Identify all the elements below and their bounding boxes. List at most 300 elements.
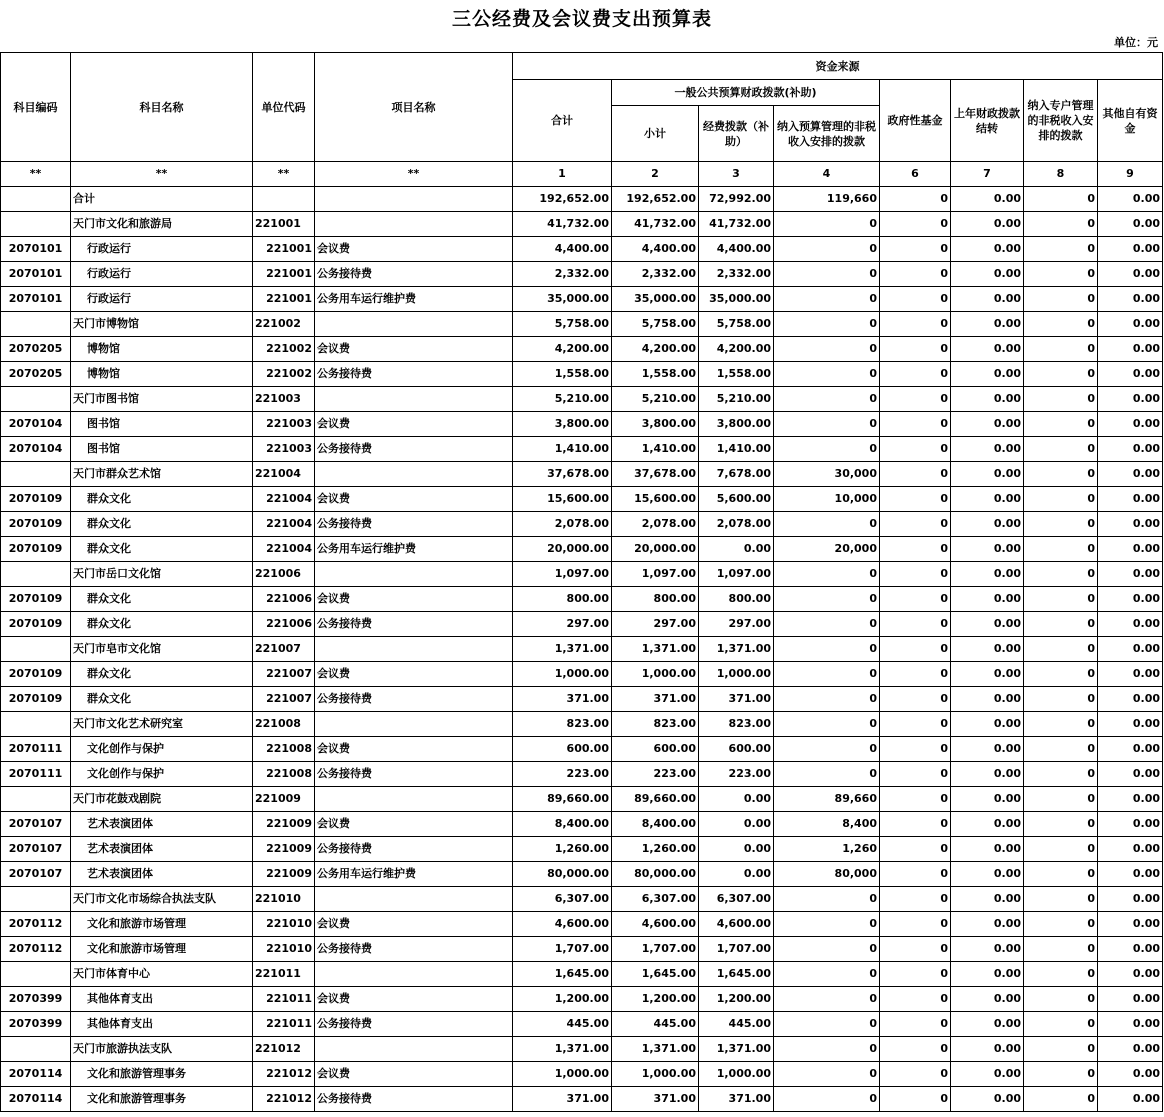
- special-nontax-cell: 0: [1024, 212, 1098, 237]
- index-cell: 9: [1098, 162, 1163, 187]
- special-nontax-cell: 0: [1024, 287, 1098, 312]
- carryover-cell: 0.00: [951, 537, 1024, 562]
- name-cell: 群众文化: [71, 537, 253, 562]
- nontax-cell: 0: [774, 1062, 880, 1087]
- code-cell: 2070107: [1, 862, 71, 887]
- carryover-cell: 0.00: [951, 837, 1024, 862]
- subtotal-cell: 823.00: [612, 712, 699, 737]
- nontax-cell: 0: [774, 512, 880, 537]
- special-nontax-cell: 0: [1024, 487, 1098, 512]
- table-row: [1, 712, 1163, 737]
- header-project: 项目名称: [315, 53, 513, 162]
- carryover-cell: 0.00: [951, 412, 1024, 437]
- nontax-cell: 0: [774, 387, 880, 412]
- name-cell: 天门市体育中心: [71, 962, 253, 987]
- code-cell: 2070109: [1, 537, 71, 562]
- code-cell: 2070109: [1, 662, 71, 687]
- subtotal-cell: 1,097.00: [612, 562, 699, 587]
- other-own-cell: 0.00: [1098, 487, 1163, 512]
- project-cell: [315, 312, 513, 337]
- total-cell: 2,332.00: [513, 262, 612, 287]
- carryover-cell: 0.00: [951, 1037, 1024, 1062]
- unit-code-cell: 221012: [253, 1037, 315, 1062]
- total-cell: 1,200.00: [513, 987, 612, 1012]
- project-cell: 公务接待费: [315, 687, 513, 712]
- table-row: [1, 737, 1163, 762]
- code-cell: 2070114: [1, 1062, 71, 1087]
- index-row: [1, 162, 1163, 187]
- nontax-cell: 0: [774, 712, 880, 737]
- project-cell: 会议费: [315, 662, 513, 687]
- carryover-cell: 0.00: [951, 662, 1024, 687]
- code-cell: [1, 187, 71, 212]
- total-cell: 41,732.00: [513, 212, 612, 237]
- header-nontax: 纳入预算管理的非税收入安排的拨款: [774, 106, 880, 162]
- other-own-cell: 0.00: [1098, 337, 1163, 362]
- other-own-cell: 0.00: [1098, 312, 1163, 337]
- nontax-cell: 0: [774, 912, 880, 937]
- carryover-cell: 0.00: [951, 912, 1024, 937]
- name-cell: 文化和旅游管理事务: [71, 1062, 253, 1087]
- project-cell: 会议费: [315, 1062, 513, 1087]
- code-cell: 2070109: [1, 487, 71, 512]
- nontax-cell: 8,400: [774, 812, 880, 837]
- nontax-cell: 0: [774, 1087, 880, 1112]
- project-cell: 公务接待费: [315, 437, 513, 462]
- name-cell: 群众文化: [71, 487, 253, 512]
- header-subtotal: 小计: [612, 106, 699, 162]
- other-own-cell: 0.00: [1098, 387, 1163, 412]
- unit-code-cell: 221002: [253, 337, 315, 362]
- subtotal-cell: 20,000.00: [612, 537, 699, 562]
- nontax-cell: 0: [774, 737, 880, 762]
- carryover-cell: 0.00: [951, 737, 1024, 762]
- code-cell: 2070112: [1, 937, 71, 962]
- unit-code-cell: 221007: [253, 687, 315, 712]
- code-cell: [1, 962, 71, 987]
- code-cell: [1, 562, 71, 587]
- other-own-cell: 0.00: [1098, 1037, 1163, 1062]
- gov-fund-cell: 0: [880, 887, 951, 912]
- table-row: [1, 937, 1163, 962]
- operating-cell: 5,600.00: [699, 487, 774, 512]
- nontax-cell: 0: [774, 587, 880, 612]
- name-cell: 群众文化: [71, 687, 253, 712]
- name-cell: 天门市文化艺术研究室: [71, 712, 253, 737]
- code-cell: 2070109: [1, 587, 71, 612]
- total-cell: 600.00: [513, 737, 612, 762]
- gov-fund-cell: 0: [880, 962, 951, 987]
- total-cell: 3,800.00: [513, 412, 612, 437]
- project-cell: [315, 887, 513, 912]
- nontax-cell: 80,000: [774, 862, 880, 887]
- project-cell: [315, 462, 513, 487]
- name-cell: 图书馆: [71, 437, 253, 462]
- unit-code-cell: 221009: [253, 837, 315, 862]
- code-cell: 2070107: [1, 812, 71, 837]
- special-nontax-cell: 0: [1024, 537, 1098, 562]
- gov-fund-cell: 0: [880, 187, 951, 212]
- table-row: [1, 762, 1163, 787]
- project-cell: [315, 562, 513, 587]
- special-nontax-cell: 0: [1024, 787, 1098, 812]
- special-nontax-cell: 0: [1024, 987, 1098, 1012]
- table-row: [1, 912, 1163, 937]
- subtotal-cell: 6,307.00: [612, 887, 699, 912]
- header-unit-code: 单位代码: [253, 53, 315, 162]
- gov-fund-cell: 0: [880, 212, 951, 237]
- carryover-cell: 0.00: [951, 487, 1024, 512]
- unit-code-cell: 221009: [253, 787, 315, 812]
- table-row: [1, 862, 1163, 887]
- total-cell: 37,678.00: [513, 462, 612, 487]
- operating-cell: 35,000.00: [699, 287, 774, 312]
- gov-fund-cell: 0: [880, 462, 951, 487]
- nontax-cell: 0: [774, 937, 880, 962]
- code-cell: 2070109: [1, 687, 71, 712]
- name-cell: 天门市文化和旅游局: [71, 212, 253, 237]
- name-cell: 天门市群众艺术馆: [71, 462, 253, 487]
- special-nontax-cell: 0: [1024, 362, 1098, 387]
- name-cell: 群众文化: [71, 612, 253, 637]
- unit-code-cell: 221006: [253, 612, 315, 637]
- total-cell: 1,097.00: [513, 562, 612, 587]
- total-cell: 1,371.00: [513, 1037, 612, 1062]
- special-nontax-cell: 0: [1024, 1012, 1098, 1037]
- operating-cell: 5,210.00: [699, 387, 774, 412]
- total-cell: 1,645.00: [513, 962, 612, 987]
- operating-cell: 0.00: [699, 812, 774, 837]
- code-cell: 2070111: [1, 762, 71, 787]
- total-cell: 1,558.00: [513, 362, 612, 387]
- nontax-cell: 0: [774, 312, 880, 337]
- special-nontax-cell: 0: [1024, 462, 1098, 487]
- code-cell: 2070205: [1, 337, 71, 362]
- name-cell: 艺术表演团体: [71, 812, 253, 837]
- project-cell: 会议费: [315, 337, 513, 362]
- carryover-cell: 0.00: [951, 437, 1024, 462]
- carryover-cell: 0.00: [951, 637, 1024, 662]
- other-own-cell: 0.00: [1098, 237, 1163, 262]
- operating-cell: 800.00: [699, 587, 774, 612]
- index-cell: 8: [1024, 162, 1098, 187]
- subtotal-cell: 297.00: [612, 612, 699, 637]
- nontax-cell: 0: [774, 762, 880, 787]
- unit-code-cell: 221004: [253, 487, 315, 512]
- index-cell: 2: [612, 162, 699, 187]
- special-nontax-cell: 0: [1024, 612, 1098, 637]
- subtotal-cell: 4,200.00: [612, 337, 699, 362]
- unit-code-cell: 221011: [253, 1012, 315, 1037]
- subtotal-cell: 1,200.00: [612, 987, 699, 1012]
- special-nontax-cell: 0: [1024, 412, 1098, 437]
- name-cell: 群众文化: [71, 512, 253, 537]
- table-row: [1, 1062, 1163, 1087]
- name-cell: 天门市皂市文化馆: [71, 637, 253, 662]
- project-cell: 公务接待费: [315, 612, 513, 637]
- other-own-cell: 0.00: [1098, 412, 1163, 437]
- special-nontax-cell: 0: [1024, 1087, 1098, 1112]
- operating-cell: 4,200.00: [699, 337, 774, 362]
- total-cell: 800.00: [513, 587, 612, 612]
- unit-code-cell: 221009: [253, 862, 315, 887]
- table-body: [1, 187, 1163, 1112]
- carryover-cell: 0.00: [951, 562, 1024, 587]
- special-nontax-cell: 0: [1024, 1037, 1098, 1062]
- total-cell: 2,078.00: [513, 512, 612, 537]
- code-cell: [1, 887, 71, 912]
- header-other-own: 其他自有资金: [1098, 80, 1163, 162]
- name-cell: 其他体育支出: [71, 1012, 253, 1037]
- total-cell: 223.00: [513, 762, 612, 787]
- index-cell: 4: [774, 162, 880, 187]
- nontax-cell: 0: [774, 637, 880, 662]
- code-cell: [1, 787, 71, 812]
- subtotal-cell: 80,000.00: [612, 862, 699, 887]
- unit-code-cell: 221010: [253, 887, 315, 912]
- code-cell: 2070107: [1, 837, 71, 862]
- gov-fund-cell: 0: [880, 237, 951, 262]
- total-cell: 4,200.00: [513, 337, 612, 362]
- other-own-cell: 0.00: [1098, 662, 1163, 687]
- operating-cell: 0.00: [699, 837, 774, 862]
- other-own-cell: 0.00: [1098, 937, 1163, 962]
- project-cell: 公务用车运行维护费: [315, 287, 513, 312]
- gov-fund-cell: 0: [880, 762, 951, 787]
- header-total: 合计: [513, 80, 612, 162]
- special-nontax-cell: 0: [1024, 562, 1098, 587]
- total-cell: 1,707.00: [513, 937, 612, 962]
- table-row: [1, 612, 1163, 637]
- carryover-cell: 0.00: [951, 687, 1024, 712]
- operating-cell: 1,707.00: [699, 937, 774, 962]
- operating-cell: 1,371.00: [699, 637, 774, 662]
- name-cell: 文化和旅游管理事务: [71, 1087, 253, 1112]
- unit-code-cell: 221001: [253, 237, 315, 262]
- other-own-cell: 0.00: [1098, 587, 1163, 612]
- project-cell: [315, 387, 513, 412]
- unit-code-cell: 221012: [253, 1087, 315, 1112]
- subtotal-cell: 8,400.00: [612, 812, 699, 837]
- gov-fund-cell: 0: [880, 337, 951, 362]
- total-cell: 89,660.00: [513, 787, 612, 812]
- table-row: [1, 837, 1163, 862]
- total-cell: 297.00: [513, 612, 612, 637]
- index-cell: 7: [951, 162, 1024, 187]
- name-cell: 天门市旅游执法支队: [71, 1037, 253, 1062]
- subtotal-cell: 2,078.00: [612, 512, 699, 537]
- gov-fund-cell: 0: [880, 862, 951, 887]
- name-cell: 艺术表演团体: [71, 837, 253, 862]
- total-cell: 1,000.00: [513, 662, 612, 687]
- gov-fund-cell: 0: [880, 262, 951, 287]
- other-own-cell: 0.00: [1098, 212, 1163, 237]
- gov-fund-cell: 0: [880, 837, 951, 862]
- nontax-cell: 0: [774, 337, 880, 362]
- total-cell: 1,371.00: [513, 637, 612, 662]
- total-cell: 35,000.00: [513, 287, 612, 312]
- gov-fund-cell: 0: [880, 387, 951, 412]
- subtotal-cell: 1,645.00: [612, 962, 699, 987]
- operating-cell: 6,307.00: [699, 887, 774, 912]
- operating-cell: 7,678.00: [699, 462, 774, 487]
- total-cell: 6,307.00: [513, 887, 612, 912]
- gov-fund-cell: 0: [880, 587, 951, 612]
- name-cell: 天门市图书馆: [71, 387, 253, 412]
- unit-code-cell: 221007: [253, 662, 315, 687]
- code-cell: [1, 312, 71, 337]
- gov-fund-cell: 0: [880, 512, 951, 537]
- code-cell: 2070205: [1, 362, 71, 387]
- subtotal-cell: 89,660.00: [612, 787, 699, 812]
- operating-cell: 1,410.00: [699, 437, 774, 462]
- total-cell: 823.00: [513, 712, 612, 737]
- gov-fund-cell: 0: [880, 637, 951, 662]
- header-name: 科目名称: [71, 53, 253, 162]
- special-nontax-cell: 0: [1024, 1062, 1098, 1087]
- operating-cell: 2,078.00: [699, 512, 774, 537]
- special-nontax-cell: 0: [1024, 637, 1098, 662]
- name-cell: 行政运行: [71, 262, 253, 287]
- gov-fund-cell: 0: [880, 562, 951, 587]
- unit-code-cell: 221011: [253, 987, 315, 1012]
- gov-fund-cell: 0: [880, 287, 951, 312]
- project-cell: 会议费: [315, 412, 513, 437]
- total-cell: 20,000.00: [513, 537, 612, 562]
- table-row: [1, 1037, 1163, 1062]
- carryover-cell: 0.00: [951, 262, 1024, 287]
- other-own-cell: 0.00: [1098, 712, 1163, 737]
- unit-code-cell: [253, 187, 315, 212]
- total-cell: 5,758.00: [513, 312, 612, 337]
- code-cell: 2070109: [1, 612, 71, 637]
- other-own-cell: 0.00: [1098, 262, 1163, 287]
- table-row: [1, 962, 1163, 987]
- other-own-cell: 0.00: [1098, 1012, 1163, 1037]
- nontax-cell: 0: [774, 562, 880, 587]
- operating-cell: 4,400.00: [699, 237, 774, 262]
- code-cell: 2070104: [1, 437, 71, 462]
- code-cell: [1, 637, 71, 662]
- total-cell: 371.00: [513, 687, 612, 712]
- name-cell: 天门市岳口文化馆: [71, 562, 253, 587]
- carryover-cell: 0.00: [951, 762, 1024, 787]
- subtotal-cell: 3,800.00: [612, 412, 699, 437]
- subtotal-cell: 1,707.00: [612, 937, 699, 962]
- total-cell: 192,652.00: [513, 187, 612, 212]
- subtotal-cell: 445.00: [612, 1012, 699, 1037]
- total-cell: 1,000.00: [513, 1062, 612, 1087]
- page-title: 三公经费及会议费支出预算表: [451, 8, 712, 30]
- project-cell: 公务接待费: [315, 937, 513, 962]
- subtotal-cell: 35,000.00: [612, 287, 699, 312]
- carryover-cell: 0.00: [951, 337, 1024, 362]
- special-nontax-cell: 0: [1024, 662, 1098, 687]
- table-row: [1, 987, 1163, 1012]
- total-cell: 4,600.00: [513, 912, 612, 937]
- subtotal-cell: 37,678.00: [612, 462, 699, 487]
- index-cell: **: [1, 162, 71, 187]
- table-header: [1, 53, 1163, 187]
- nontax-cell: 0: [774, 887, 880, 912]
- total-cell: 371.00: [513, 1087, 612, 1112]
- gov-fund-cell: 0: [880, 537, 951, 562]
- subtotal-cell: 2,332.00: [612, 262, 699, 287]
- gov-fund-cell: 0: [880, 1087, 951, 1112]
- gov-fund-cell: 0: [880, 487, 951, 512]
- unit-code-cell: 221002: [253, 362, 315, 387]
- operating-cell: 3,800.00: [699, 412, 774, 437]
- operating-cell: 41,732.00: [699, 212, 774, 237]
- total-cell: 1,410.00: [513, 437, 612, 462]
- subtotal-cell: 800.00: [612, 587, 699, 612]
- name-cell: 天门市博物馆: [71, 312, 253, 337]
- other-own-cell: 0.00: [1098, 687, 1163, 712]
- name-cell: 博物馆: [71, 362, 253, 387]
- gov-fund-cell: 0: [880, 912, 951, 937]
- name-cell: 行政运行: [71, 287, 253, 312]
- subtotal-cell: 1,000.00: [612, 1062, 699, 1087]
- carryover-cell: 0.00: [951, 237, 1024, 262]
- table-row: [1, 412, 1163, 437]
- table-row: [1, 437, 1163, 462]
- other-own-cell: 0.00: [1098, 962, 1163, 987]
- nontax-cell: 89,660: [774, 787, 880, 812]
- unit-code-cell: 221008: [253, 762, 315, 787]
- nontax-cell: 0: [774, 262, 880, 287]
- carryover-cell: 0.00: [951, 937, 1024, 962]
- other-own-cell: 0.00: [1098, 987, 1163, 1012]
- other-own-cell: 0.00: [1098, 1087, 1163, 1112]
- name-cell: 群众文化: [71, 662, 253, 687]
- operating-cell: 445.00: [699, 1012, 774, 1037]
- name-cell: 文化创作与保护: [71, 762, 253, 787]
- unit-code-cell: 221012: [253, 1062, 315, 1087]
- project-cell: [315, 187, 513, 212]
- table-row: [1, 512, 1163, 537]
- special-nontax-cell: 0: [1024, 737, 1098, 762]
- carryover-cell: 0.00: [951, 212, 1024, 237]
- carryover-cell: 0.00: [951, 887, 1024, 912]
- nontax-cell: 0: [774, 662, 880, 687]
- gov-fund-cell: 0: [880, 1012, 951, 1037]
- table-row: [1, 487, 1163, 512]
- carryover-cell: 0.00: [951, 187, 1024, 212]
- special-nontax-cell: 0: [1024, 237, 1098, 262]
- subtotal-cell: 4,600.00: [612, 912, 699, 937]
- special-nontax-cell: 0: [1024, 262, 1098, 287]
- code-cell: 2070101: [1, 237, 71, 262]
- carryover-cell: 0.00: [951, 587, 1024, 612]
- subtotal-cell: 5,210.00: [612, 387, 699, 412]
- operating-cell: 1,558.00: [699, 362, 774, 387]
- unit-code-cell: 221006: [253, 562, 315, 587]
- header-funding-source: 资金来源: [513, 53, 1163, 80]
- carryover-cell: 0.00: [951, 512, 1024, 537]
- operating-cell: 1,097.00: [699, 562, 774, 587]
- code-cell: 2070109: [1, 512, 71, 537]
- total-cell: 445.00: [513, 1012, 612, 1037]
- nontax-cell: 0: [774, 687, 880, 712]
- carryover-cell: 0.00: [951, 387, 1024, 412]
- project-cell: [315, 962, 513, 987]
- nontax-cell: 0: [774, 437, 880, 462]
- unit-code-cell: 221003: [253, 387, 315, 412]
- unit-code-cell: 221010: [253, 937, 315, 962]
- operating-cell: 1,000.00: [699, 662, 774, 687]
- table-row: [1, 312, 1163, 337]
- special-nontax-cell: 0: [1024, 937, 1098, 962]
